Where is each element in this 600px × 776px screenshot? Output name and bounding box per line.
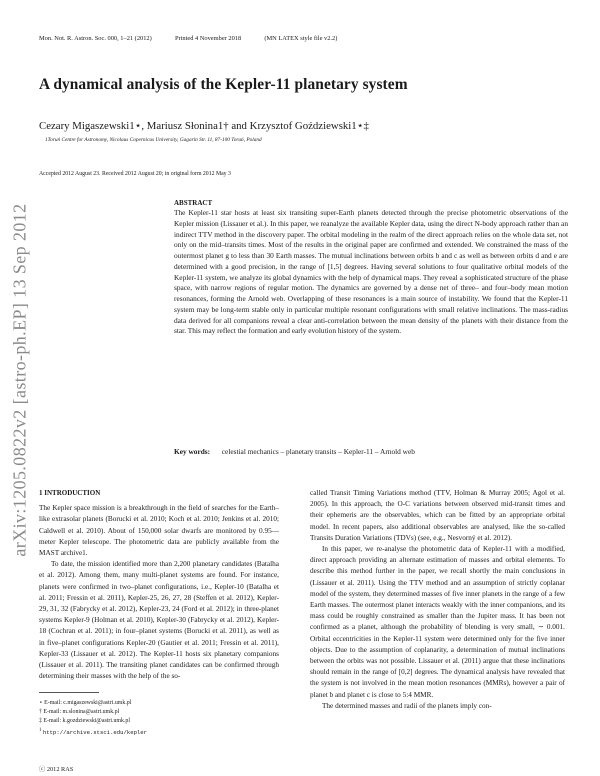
intro-paragraph-5: The determined masses and radii of the planets imply con- <box>322 701 492 710</box>
paper-title: A dynamical analysis of the Kepler-11 planetary system <box>39 76 408 93</box>
abstract-heading: ABSTRACT <box>174 199 213 207</box>
authors: Cezary Migaszewski1⋆, Mariusz Słonina1† and Krzysztof Goździewski1⋆‡ <box>39 120 369 132</box>
footnotes <box>39 699 279 738</box>
abstract-text: The Kepler-11 star hosts at least six transiting super-Earth planets detected through the precise photometric observations of the Kepler mission (Lissauer et al.). In this paper, we reanalyze the available Kepler data, using the direct N-body approach rather than an indirect TTV method in the discovery paper. The orbital modeling in the realm of the direct approach relies on the whole data set, not only on the mid–transits times. Most of the results in the original paper are confirmed and extended. We constrained the mass of the outermost planet g to less than 30 Earth masses. The mutual inclinations between orbits b and c as well as between orbits d and e are determined with a good precision, in the range of [1,5] degrees. Having several solutions to four qualitative orbital models of the Kepler-11 system, we analyze its global dynamics with the help of dynamical maps. They reveal a sophisticated structure of the phase space, with narrow regions of regular motion. The dynamics are governed by a dense net of three– and four–body mean motion resonances, forming the Arnold web. Overlapping of these resonances is a main source of instability. We found that the Kepler-11 system may be long-term stable only in particular multiple resonant configurations with small relative inclinations. The mass-radius data derived for all companions reveal a clear anti-correlation between the mean density of the planets with their distance from the star. This may reflect the formation and early evolution history of the system. <box>174 208 568 336</box>
arxiv-watermark <box>3 196 36 564</box>
running-header <box>39 35 337 42</box>
intro-paragraph-3: called Transit Timing Variations method (TTV, Holman & Murray 2005; Agol et al. 2005). In this approach, the O-C variations between observed mid-transit times and their ephemeris are the observables, which can be fitted by an appropriate orbital model. In recent papers, also additional observables are analysed, like the so-called Transits Duration Variations (TDVs) (see, e.g., Nesvorný et al. 2012). <box>310 489 565 542</box>
keywords-text: celestial mechanics – planetary transits – Kepler-11 – Arnold web <box>221 447 415 456</box>
style-file: (MN LATEX style file v2.2) <box>264 35 338 42</box>
copyright: ⓒ 2012 RAS <box>39 766 74 773</box>
affiliation: 1Toruń Centre for Astronomy, Nicolaus Copernicus University, Gagarin Str. 11, 87-100 Toruń, Poland <box>45 137 262 143</box>
footnote-rule <box>39 692 99 693</box>
journal-ref: Mon. Not. R. Astron. Soc. 000, 1–21 (2012) <box>39 35 152 42</box>
column-right <box>310 488 565 712</box>
intro-paragraph-1: The Kepler space mission is a breakthrough in the field of searches for the Earth–like extrasolar planets (Borucki et al. 2010; Koch et al. 2010; Jenkins et al. 2010; Caldwell et al. 2010). About of 150,000 solar dwarfs are monitored by 0.95—meter Kepler telescope. The photometric data are publicly available from the MAST archive1. <box>39 504 279 558</box>
footnote-url <box>39 726 279 738</box>
section-heading: 1 INTRODUCTION <box>39 489 101 497</box>
arxiv-id: arXiv:1205.0822v2 [astro-ph.EP] 13 Sep 2012 <box>9 203 29 557</box>
footnote-email-3: ‡ E-mail: k.gozdziewski@astri.umk.pl <box>39 718 130 724</box>
keywords-label: Key words: <box>174 447 211 456</box>
keywords <box>174 447 568 456</box>
footnote-email-1: ⋆ E-mail: c.migaszewski@astri.umk.pl <box>39 700 132 706</box>
intro-paragraph-2: To date, the mission identified more than 2,200 planetary candidates (Batalha et al. 2012). Among them, many multi-planet systems are found. For instance, planets were confirmed in two–planet configurations, i.e., Kepler-10 (Batalha et al. 2011; Fressin et al. 2011), Kepler-25, 26, 27, 28 (Steffen et al. 2012), Kepler-29, 31, 32 (Fabrycky et al. 2012), Kepler-23, 24 (Ford et al. 2012); in three-planet systems Kepler-9 (Holman et al. 2010), Kepler-30 (Fabrycky et al. 2012), Kepler-18 (Cochran et al. 2011); in four–planet systems (Borucki et al. 2011), as well as in five–planet configurations Kepler-20 (Gautier et al. 2011; Fressin et al. 2011), Kepler-33 (Lissauer et al. 2012). The Kepler-11 hosts six planetary companions (Lissauer et al. 2011). The transiting planet candidates can be confirmed through determining their masses with the help of the so- <box>39 560 279 681</box>
footnote-email-2: † E-mail: m.slonina@astri.umk.pl <box>39 709 120 715</box>
column-left <box>39 488 279 682</box>
abstract <box>174 199 568 337</box>
printed-date: Printed 4 November 2018 <box>174 35 242 42</box>
intro-paragraph-4: In this paper, we re-analyse the photometric data of Kepler-11 with a modified, direct approach providing an alternate estimation of masses and orbital elements. To describe this method further in the paper, we recall shortly the main conclusions in (Lissauer et al. 2011). Using the TTV method and an assumption of strictly coplanar model of the system, they determined masses of five inner planets in the range of a few Earth masses. The outermost planet interacts weakly with the inner companions, and its mass could be roughly constrained as smaller than the Jupiter mass. It has been not confirmed as a planet, although the probability of blending is very small, ∼ 0.001. Orbital eccentricities in the Kepler-11 system were determined only for the five inner objects. Due to the assumption of coplanarity, a determination of mutual inclinations between the orbits was not possible. Lissauer et al. (2011) argue that these inclinations should remain in the range of [0,2] degrees. The dynamical analysis have revealed that the system is not involved in the mean motion resonances (MMRs), however a pair of planet b and planet c is close to 5:4 MMR. <box>310 545 565 699</box>
mast-archive-link[interactable]: http://archive.stsci.edu/kepler <box>42 728 147 736</box>
accepted-dates: Accepted 2012 August 23. Received 2012 August 20; in original form 2012 May 3 <box>39 171 231 177</box>
footnote-number: 1 <box>39 728 42 733</box>
